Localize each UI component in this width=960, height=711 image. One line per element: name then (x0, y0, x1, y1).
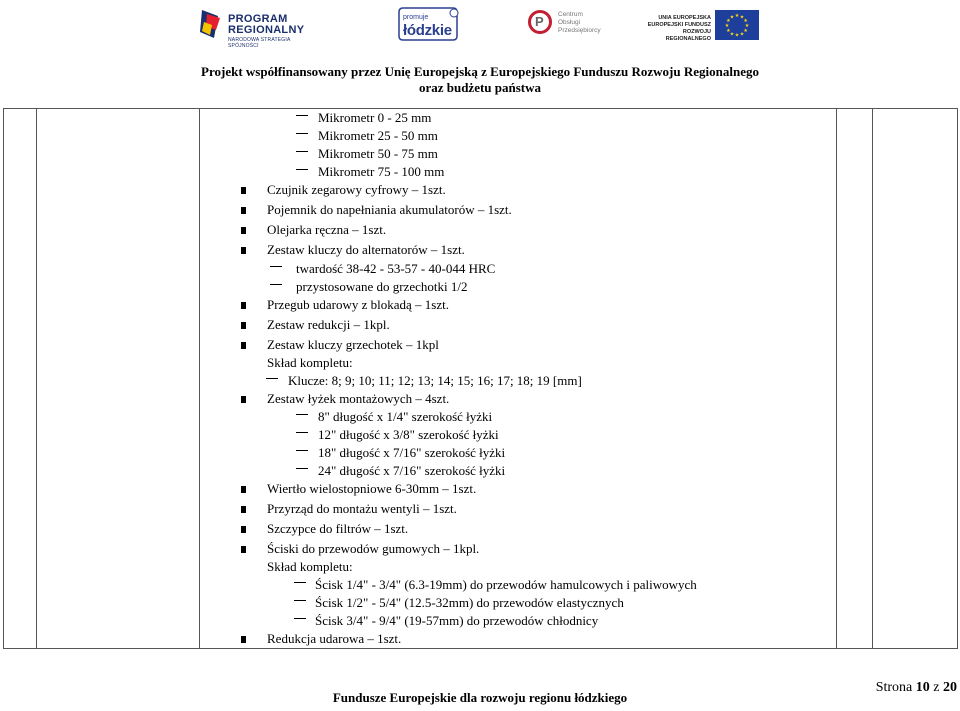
svg-text:★: ★ (729, 14, 735, 21)
page-current: 10 (915, 680, 930, 695)
logo-lodzkie-line2: łódzkie (403, 22, 452, 39)
list-item: Skład kompletu: (267, 559, 353, 574)
centrum-p-icon: P (535, 14, 544, 29)
logo-centrum-line3: Przedsiębiorcy (558, 27, 601, 34)
list-item: Wiertło wielostopniowe 6-30mm – 1szt. (267, 481, 477, 496)
funding-line-1: Projekt współfinansowany przez Unię Europejską z Europejskiego Funduszu Rozwoju Regionalnego (201, 64, 759, 79)
list-item: Olejarka ręczna – 1szt. (267, 222, 387, 237)
promuje-lodzkie-logo (397, 6, 461, 42)
bullet-icon (241, 302, 246, 309)
svg-text:★: ★ (734, 13, 740, 19)
dash-icon (266, 378, 278, 379)
list-item: 18" długość x 7/16" szerokość łyżki (318, 445, 506, 460)
bullet-icon (241, 247, 246, 254)
svg-text:★: ★ (743, 27, 748, 34)
logo-program-line3: NARODOWA STRATEGIA SPÓJNOŚCI (228, 37, 291, 49)
list-item: przystosowane do grzechotki 1/2 (296, 279, 468, 294)
page-total: 20 (943, 680, 957, 695)
bullet-icon (241, 506, 246, 513)
list-item: Przegub udarowy z blokadą – 1szt. (267, 297, 449, 312)
dash-icon (296, 450, 308, 451)
logo-ue-line3: ROZWOJU REGIONALNEGO (665, 29, 711, 42)
logos-header (0, 0, 960, 55)
list-item: Ścisk 3/4" - 9/4" (19-57mm) do przewodów chłodnicy (315, 613, 599, 628)
list-item: 12" długość x 3/8" szerokość łyżki (318, 427, 499, 442)
page-prefix: Strona (875, 680, 913, 695)
list-item: Zestaw kluczy do alternatorów – 1szt. (267, 242, 465, 257)
list-item: Ścisk 1/2" - 5/4" (12.5-32mm) do przewodów elastycznych (315, 595, 624, 610)
list-item: Ścisk 1/4" - 3/4" (6.3-19mm) do przewodów hamulcowych i paliwowych (315, 577, 697, 592)
list-item: Zestaw łyżek montażowych – 4szt. (267, 391, 450, 406)
bullet-icon (241, 396, 246, 403)
list-item: Zestaw kluczy grzechotek – 1kpl (267, 337, 439, 352)
dash-icon (296, 468, 308, 469)
svg-text:★: ★ (724, 22, 730, 29)
table-column-divider (836, 109, 837, 648)
svg-text:★: ★ (726, 27, 731, 34)
dash-icon (294, 582, 306, 583)
list-item: Szczypce do filtrów – 1szt. (267, 521, 409, 536)
flag-icon (198, 8, 222, 40)
list-item: Skład kompletu: (267, 355, 353, 370)
svg-text:★: ★ (734, 32, 740, 39)
list-item: Mikrometr 50 - 75 mm (318, 146, 438, 161)
table-column-divider (872, 109, 873, 648)
list-item: Mikrometr 0 - 25 mm (318, 110, 432, 125)
logo-ue-text (645, 15, 711, 43)
dash-icon (294, 618, 306, 619)
page-number (876, 680, 957, 696)
svg-text:★: ★ (743, 17, 748, 24)
bullet-icon (241, 526, 246, 533)
svg-text:★: ★ (744, 22, 750, 29)
page-separator: z (933, 680, 940, 695)
dash-icon (270, 266, 282, 267)
svg-text:★: ★ (739, 14, 745, 21)
logo-centrum-line1: Centrum (558, 11, 583, 18)
logo-ue-line1: UNIA EUROPEJSKA (658, 15, 711, 21)
list-item: Ściski do przewodów gumowych – 1kpl. (267, 541, 480, 556)
bullet-icon (241, 636, 246, 643)
list-item: Mikrometr 25 - 50 mm (318, 128, 438, 143)
list-item: 24" długość x 7/16" szerokość łyżki (318, 463, 506, 478)
bullet-icon (241, 207, 246, 214)
bullet-icon (241, 322, 246, 329)
footer-text: Fundusze Europejskie dla rozwoju regionu łódzkiego (332, 690, 628, 705)
dash-icon (296, 151, 308, 152)
list-item: Zestaw redukcji – 1kpl. (267, 317, 390, 332)
list-item: Przyrząd do montażu wentyli – 1szt. (267, 501, 457, 516)
logo-centrum-line2: Obsługi (558, 19, 581, 26)
bullet-icon (241, 342, 246, 349)
logo-program-line1: PROGRAM (228, 13, 288, 25)
dash-icon (270, 284, 282, 285)
list-item: twardość 38-42 - 53-57 - 40-044 HRC (296, 261, 496, 276)
table-column-divider (36, 109, 37, 648)
program-regionalny-logo (198, 4, 320, 49)
dash-icon (296, 169, 308, 170)
logo-ue-line2: EUROPEJSKI FUNDUSZ (647, 22, 711, 28)
list-item: Klucze: 8; 9; 10; 11; 12; 13; 14; 15; 16; 17; 18; 19 [mm] (288, 373, 582, 388)
ue-logo (645, 10, 760, 40)
funding-line-2: oraz budżetu państwa (418, 80, 542, 95)
list-item: Czujnik zegarowy cyfrowy – 1szt. (267, 182, 446, 197)
bullet-icon (241, 227, 246, 234)
svg-text:★: ★ (739, 31, 745, 38)
logo-lodzkie-line1: promuje (403, 14, 429, 21)
bullet-icon (241, 546, 246, 553)
list-item: 8" długość x 1/4" szerokość łyżki (318, 409, 493, 424)
svg-text:★: ★ (726, 17, 731, 24)
list-item: Redukcja udarowa – 1szt. (267, 631, 402, 646)
dash-icon (296, 115, 308, 116)
list-item: Mikrometr 75 - 100 mm (318, 164, 445, 179)
dash-icon (296, 414, 308, 415)
dash-icon (296, 432, 308, 433)
list-item: Pojemnik do napełniania akumulatorów – 1szt. (267, 202, 512, 217)
logo-centrum-text (558, 11, 602, 35)
bullet-icon (241, 187, 246, 194)
dash-icon (294, 600, 306, 601)
dash-icon (296, 133, 308, 134)
eu-flag-icon (715, 10, 759, 40)
table-column-divider (199, 109, 200, 648)
funding-statement (0, 64, 960, 96)
svg-text:★: ★ (729, 31, 735, 38)
bullet-icon (241, 486, 246, 493)
logo-program-line2: REGIONALNY (228, 24, 305, 36)
centrum-obslugi-logo (528, 8, 601, 40)
